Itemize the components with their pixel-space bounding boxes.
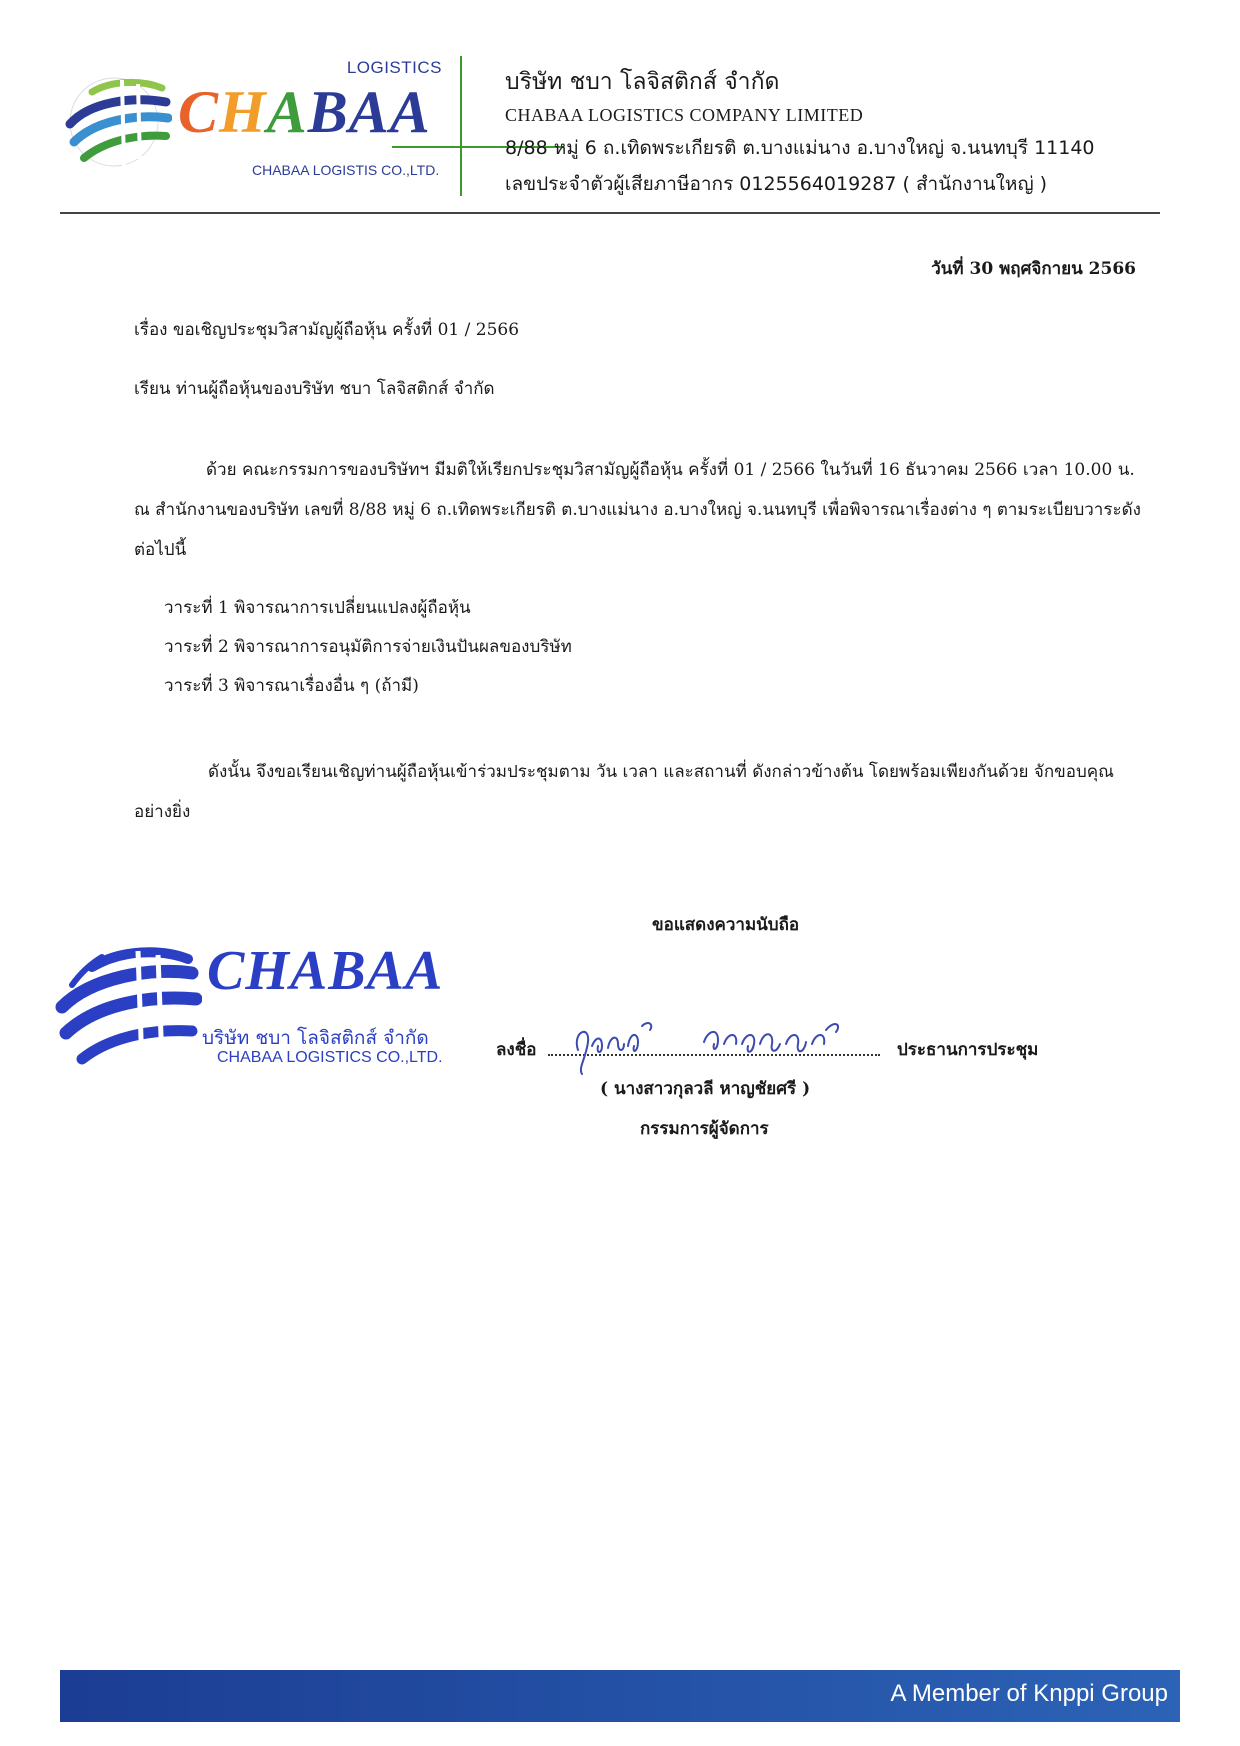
company-stamp — [52, 935, 472, 1085]
signature-role: ประธานการประชุม — [897, 1040, 1039, 1060]
stamp-name-en: CHABAA LOGISTICS CO.,LTD. — [217, 1049, 443, 1066]
footer-banner — [60, 1670, 1180, 1722]
logo-letter: B — [307, 79, 349, 145]
company-address: 8/88 หมู่ 6 ถ.เทิดพระเกียรติ ต.บางแม่นาง อ.บางใหญ่ จ.นนทบุรี 11140 — [505, 137, 1095, 159]
body-paragraph-1-text: ด้วย คณะกรรมการของบริษัทฯ มีมติให้เรียกประชุมวิสามัญผู้ถือหุ้น ครั้งที่ 01 / 2566 ในวันที่ 16 ธันวาคม 2566 เวลา 10.00 น. ณ สำนักงานของบริษัท เลขที่ 8/88 หมู่ 6 ถ.เทิดพระเกียรติ ต.บางแม่นาง อ.บางใหญ่ จ.นนทบุรี เพื่อพิจารณาเรื่องต่าง ๆ ตามระเบียบวาระดังต่อไปนี้ — [134, 460, 1141, 560]
logo-letter: A — [389, 79, 431, 145]
signature-text: กุลวลี หาญชัยศรี — [558, 1002, 566, 1003]
agenda-item: วาระที่ 3 พิจารณาเรื่องอื่น ๆ (ถ้ามี) — [164, 676, 419, 696]
signature-label: ลงชื่อ — [496, 1040, 537, 1060]
company-logo — [62, 56, 462, 196]
agenda-item: วาระที่ 2 พิจารณาการอนุมัติการจ่ายเงินปันผลของบริษัท — [164, 637, 572, 657]
header-divider — [60, 212, 1160, 214]
body-paragraph-2 — [134, 752, 1150, 832]
logo-sub-label: CHABAA LOGISTIS CO.,LTD. — [252, 162, 440, 178]
signer-title: กรรมการผู้จัดการ — [640, 1119, 769, 1139]
logo-letter: A — [266, 79, 308, 145]
signer-name: ( นางสาวกุลวลี หาญชัยศรี ) — [600, 1079, 811, 1099]
globe-swoosh-icon — [62, 62, 172, 182]
company-name-en: CHABAA LOGISTICS COMPANY LIMITED — [505, 105, 864, 125]
letter-recipient: เรียน ท่านผู้ถือหุ้นของบริษัท ชบา โลจิสติกส์ จำกัด — [134, 379, 495, 399]
logo-letter: C — [178, 79, 220, 145]
logo-letter: H — [219, 79, 267, 145]
letter-date: วันที่ 30 พฤศจิกายน 2566 — [931, 259, 1136, 279]
stamp-name-th: บริษัท ชบา โลจิสติกส์ จำกัด — [202, 1027, 429, 1049]
footer-text: A Member of Knppi Group — [890, 1680, 1168, 1707]
logo-letter: A — [348, 79, 390, 145]
company-tax-id: เลขประจำตัวผู้เสียภาษีอากร 0125564019287 ( สำนักงานใหญ่ ) — [505, 173, 1048, 195]
body-paragraph-2-text: ดังนั้น จึงขอเรียนเชิญท่านผู้ถือหุ้นเข้าร่วมประชุมตาม วัน เวลา และสถานที่ ดังกล่าวข้างต้น โดยพร้อมเพียงกันด้วย จักขอบคุณอย่างยิ่ง — [134, 762, 1114, 822]
logo-divider — [460, 56, 462, 196]
closing-regards: ขอแสดงความนับถือ — [652, 915, 800, 935]
stamp-globe-icon — [52, 937, 202, 1077]
logo-wordmark — [178, 78, 431, 147]
agenda-list — [164, 589, 572, 706]
company-name-th: บริษัท ชบา โลจิสติกส์ จำกัด — [505, 69, 780, 95]
handwritten-signature — [558, 1002, 878, 1082]
stamp-wordmark: CHABAA — [207, 940, 444, 1002]
logo-logistics-label: LOGISTICS — [346, 58, 442, 77]
agenda-item: วาระที่ 1 พิจารณาการเปลี่ยนแปลงผู้ถือหุ้น — [164, 598, 471, 618]
letter-subject: เรื่อง ขอเชิญประชุมวิสามัญผู้ถือหุ้น ครั้งที่ 01 / 2566 — [134, 320, 520, 340]
body-paragraph-1 — [134, 450, 1150, 570]
